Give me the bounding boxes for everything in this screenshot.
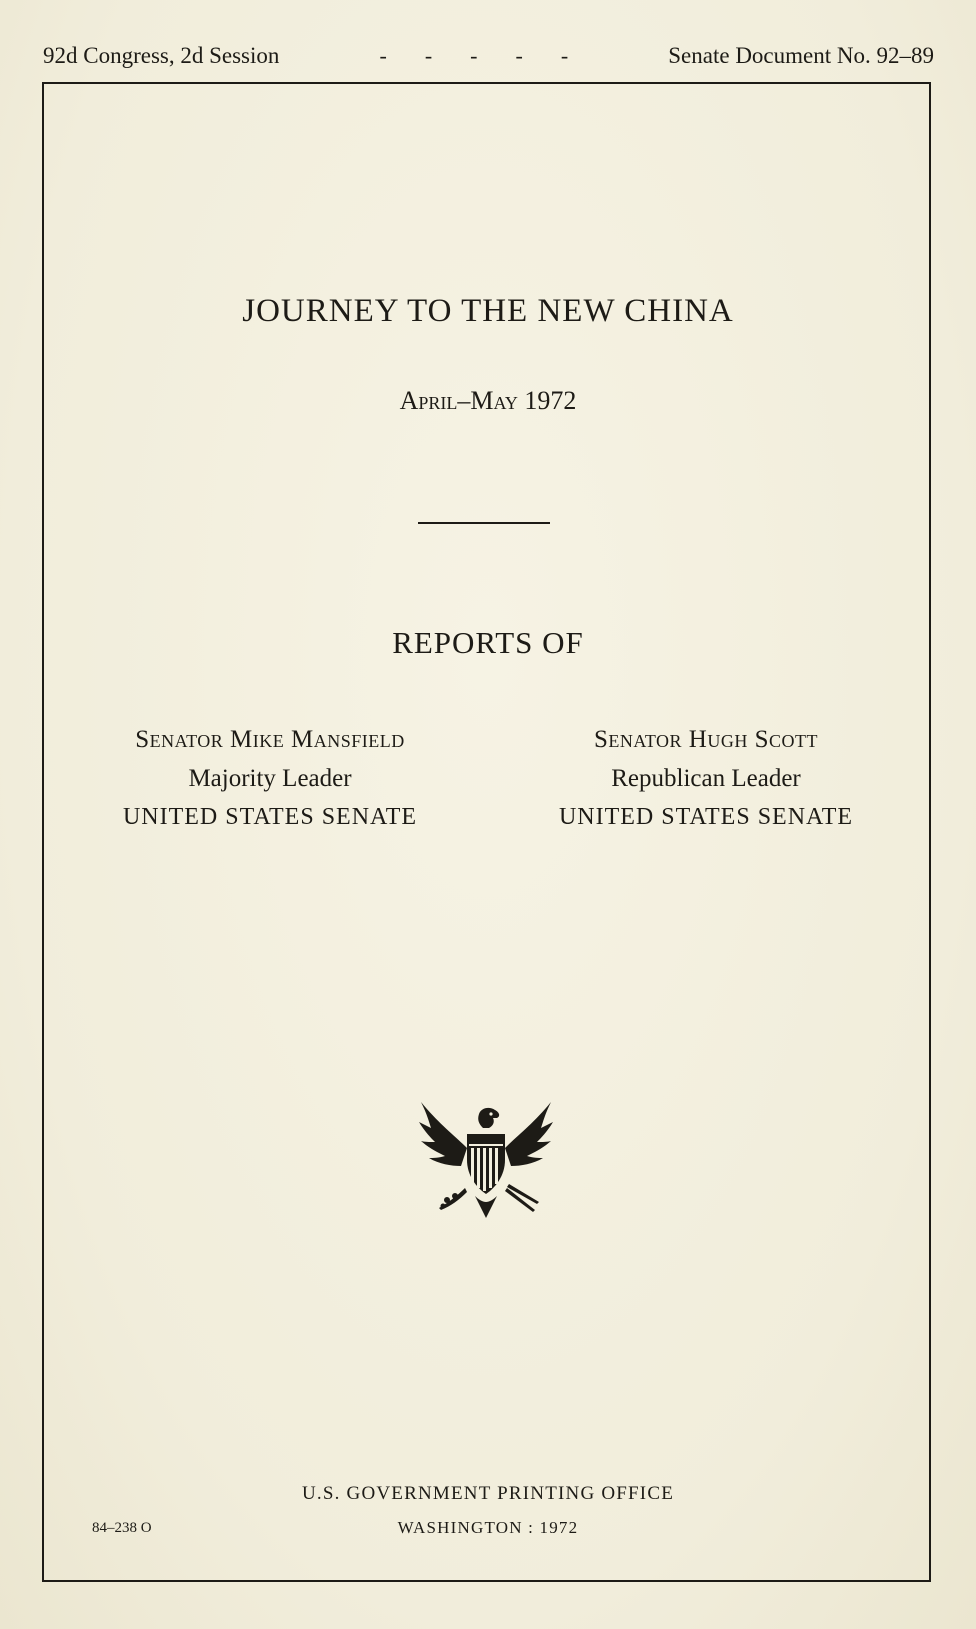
senator-name: Senator Hugh Scott [593,726,819,753]
divider-rule [418,522,550,524]
header-dash: - [515,43,523,68]
senator-block-scott [516,720,896,837]
senator-block-mansfield [80,720,460,837]
header-dash: - [424,43,433,68]
document-number: Senate Document No. 92–89 [668,43,934,68]
print-code: 84–238 O [92,1520,152,1536]
congress-session: 92d Congress, 2d Session [43,43,280,68]
header-dash: - [470,43,478,68]
document-title: JOURNEY TO THE NEW CHINA [242,293,734,329]
reports-heading: REPORTS OF [392,625,584,660]
senator-role: Republican Leader [611,765,801,792]
senator-body: UNITED STATES SENATE [122,804,418,830]
senator-role: Majority Leader [188,765,352,792]
document-header [43,40,934,72]
senator-body: UNITED STATES SENATE [558,804,854,830]
eagle-seal-icon [417,1096,555,1224]
printer-name: U.S. GOVERNMENT PRINTING OFFICE [301,1483,674,1504]
header-dashes [380,43,569,69]
header-dash: - [560,43,569,68]
document-dateline: April–May 1972 [399,386,577,415]
printer-place-date: WASHINGTON : 1972 [397,1518,579,1537]
senator-name: Senator Mike Mansfield [135,726,405,753]
header-dash: - [379,43,387,68]
